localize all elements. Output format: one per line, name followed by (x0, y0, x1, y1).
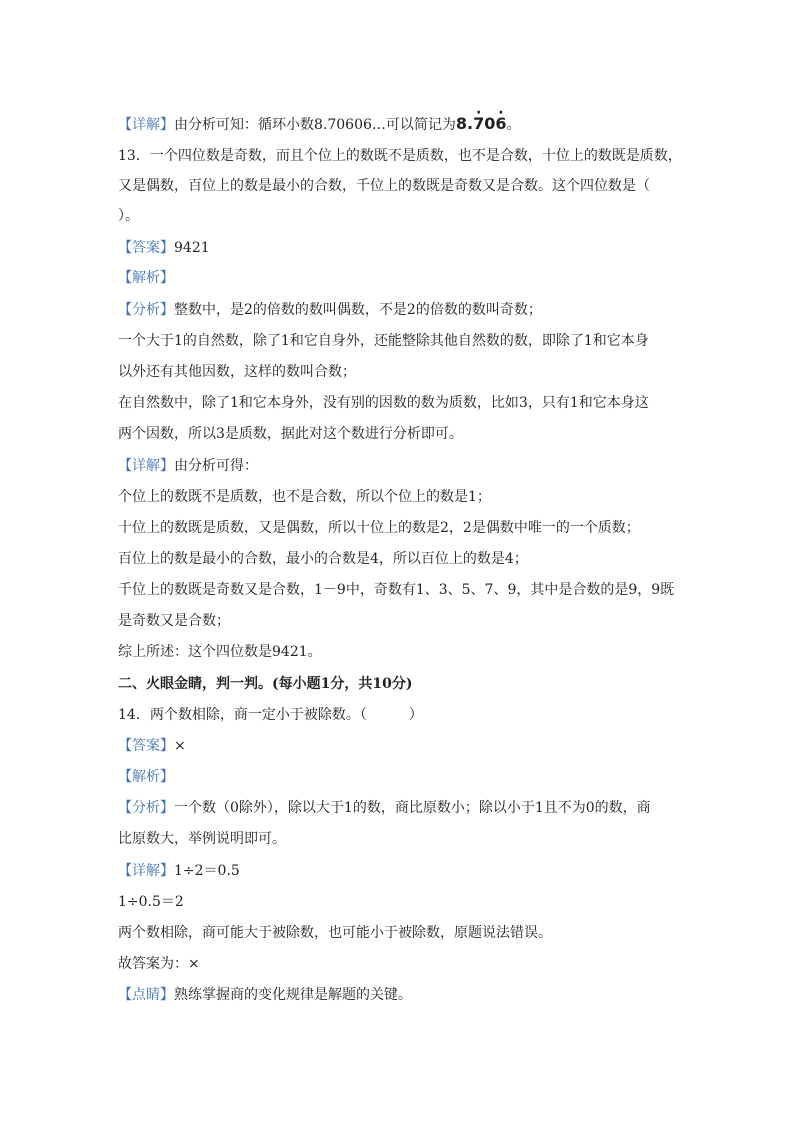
line-text: 13．一个四位数是奇数，而且个位上的数既不是质数，也不是合数，十位上的数既是质数， (118, 148, 682, 164)
text-line (118, 519, 640, 537)
text-line (118, 177, 650, 195)
line-text: 又是偶数，百位上的数是最小的合数，千位上的数既是奇数又是合数。这个四位数是（ (118, 178, 650, 194)
repeating-decimal: 8.· 70· 6 (456, 114, 507, 133)
text-line (118, 363, 356, 381)
text-line (118, 269, 174, 287)
text-line (118, 799, 651, 817)
section-tag: 【分析】 (118, 302, 174, 318)
text-line (118, 924, 552, 942)
text-line (118, 830, 286, 848)
text-line (118, 550, 528, 568)
text-line (118, 425, 463, 443)
section-tag: 【解析】 (118, 270, 174, 286)
section-tag: 【答案】 (118, 738, 174, 754)
line-text: 故答案为：× (118, 956, 200, 972)
line-text: 由分析可得： (174, 458, 258, 474)
line-text: 个位上的数既不是质数，也不是合数，所以个位上的数是1； (118, 489, 491, 505)
text-line (118, 893, 184, 911)
line-text: 在自然数中，除了1和它本身外，没有别的因数的数为质数，比如3，只有1和它本身这 (118, 395, 649, 411)
line-text: 以外还有其他因数，这样的数叫合数； (118, 364, 356, 380)
line-text: 综上所述：这个四位数是9421。 (118, 644, 322, 660)
text-line (118, 768, 174, 786)
text-line (118, 207, 139, 225)
line-text: 1÷0.5＝2 (118, 894, 184, 910)
line-text: 千位上的数既是奇数又是合数，1－9中，奇数有1、3、5、7、9，其中是合数的是9，9既 (118, 582, 675, 598)
line-text: 一个数（0除外），除以大于1的数，商比原数小；除以小于1且不为0的数，商 (174, 800, 651, 816)
section-tag: 【答案】 (118, 240, 174, 256)
text-line (118, 239, 210, 257)
line-text: 比原数大，举例说明即可。 (118, 831, 286, 847)
section-tag: 【点睛】 (118, 987, 174, 1003)
line-text: 百位上的数是最小的合数，最小的合数是4，所以百位上的数是4； (118, 551, 528, 567)
text-line (118, 955, 200, 973)
section-heading: 二、火眼金睛，判一判。(每小题1分，共10分) (118, 676, 413, 692)
text-line (118, 986, 412, 1004)
text-line (118, 115, 521, 134)
text-line (118, 737, 186, 755)
line-text: 一个大于1的自然数，除了1和它自身外，还能整除其他自然数的数，即除了1和它本身 (118, 333, 649, 349)
line-text: 两个因数，所以3是质数，据此对这个数进行分析即可。 (118, 426, 463, 442)
text-line (118, 581, 674, 599)
line-punct: 。 (506, 117, 521, 133)
text-line (118, 643, 322, 661)
line-text: 1÷2＝0.5 (174, 863, 240, 879)
text-line (118, 457, 258, 475)
section-tag: 【详解】 (118, 863, 174, 879)
text-line (118, 332, 649, 350)
text-line (118, 394, 649, 412)
line-text: ）。 (118, 208, 139, 224)
text-line (118, 488, 491, 506)
section-tag: 【解析】 (118, 769, 174, 785)
line-text: 14．两个数相除，商一定小于被除数。（ ） (118, 707, 423, 723)
line-text: 熟练掌握商的变化规律是解题的关键。 (174, 987, 412, 1003)
line-text: 由分析可知：循环小数8.70606…可以简记为 (174, 117, 456, 133)
text-line (118, 301, 542, 319)
section-tag: 【分析】 (118, 800, 174, 816)
text-line (118, 706, 423, 724)
line-text: 整数中，是2的倍数的数叫偶数，不是2的倍数的数叫奇数； (174, 302, 542, 318)
line-text: × (174, 738, 186, 754)
section-tag: 【详解】 (118, 458, 174, 474)
line-text: 9421 (174, 240, 210, 256)
text-line (118, 862, 240, 880)
line-text: 是奇数又是合数； (118, 613, 230, 629)
section-tag: 【详解】 (118, 117, 174, 133)
text-line (118, 147, 682, 165)
text-line (118, 675, 412, 693)
text-line (118, 612, 230, 630)
line-text: 两个数相除，商可能大于被除数，也可能小于被除数，原题说法错误。 (118, 925, 552, 941)
line-text: 十位上的数既是质数，又是偶数，所以十位上的数是2，2是偶数中唯一的一个质数； (118, 520, 640, 536)
